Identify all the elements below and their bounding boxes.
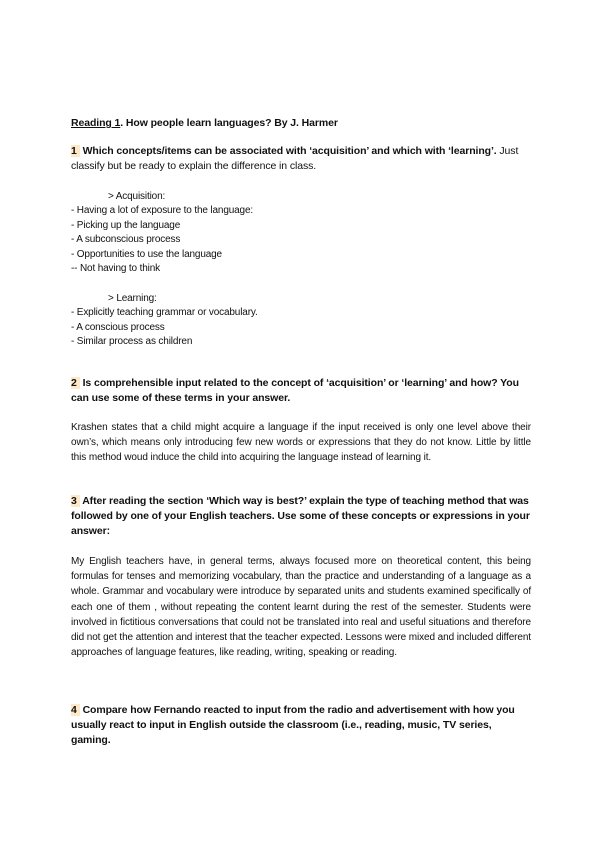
question-3 (71, 494, 531, 539)
question-instruction: Just classify but be ready to explain the difference in class. (71, 145, 519, 172)
question-number: 1 (71, 145, 80, 157)
learning-item: - A conscious process (71, 322, 165, 333)
acquisition-heading: > Acquisition: (108, 191, 166, 202)
question-text: Which concepts/items can be associated with ‘acquisition’ and which with ‘learning’. (82, 145, 497, 157)
title-text: . How people learn languages? By J. Harmer (120, 117, 338, 129)
acquisition-item: - Picking up the language (71, 220, 181, 231)
acquisition-item: - Having a lot of exposure to the language: (71, 205, 254, 216)
question-number: 2 (71, 377, 80, 389)
acquisition-item: -- Not having to think (71, 263, 160, 274)
document-title (71, 117, 338, 129)
title-reading-label: Reading 1 (71, 117, 121, 129)
learning-item: - Similar process as children (71, 336, 193, 347)
question-text: After reading the section ‘Which way is best?’ explain the type of teaching method that was followed by one of your English teachers. Use some of these concepts or expressions in your answer: (71, 495, 530, 537)
question-number: 3 (71, 495, 80, 507)
acquisition-item: - Opportunities to use the language (71, 249, 222, 260)
question-number: 4 (71, 704, 80, 716)
question-text: Is comprehensible input related to the concept of ‘acquisition’ or ‘learning’ and how? You can use some of these terms in your answer. (71, 377, 519, 404)
answer-2: Krashen states that a child might acquire a language if the input received is only one level above their own’s, which means only introducing few new words or expressions that they do not know. Little by little this method woud induce the child into acquiring the language instead of learning it. (71, 422, 531, 464)
question-1 (71, 144, 531, 174)
question-2 (71, 376, 531, 406)
question-text: Compare how Fernando reacted to input from the radio and advertisement with how you usually react to input in English outside the classroom (i.e., reading, music, TV series, gaming. (71, 704, 515, 746)
learning-item: - Explicitly teaching grammar or vocabulary. (71, 307, 258, 318)
answer-3: My English teachers have, in general terms, always focused more on theoretical content, this being formulas for tenses and memorizing vocabulary, than the practice and understanding of a language as a whole. Grammar and vocabulary were introduce by separated units and students examined specifically of each one of them , without repeating the content learnt during the rest of the semester. Students were involved in fictitious conversations that could not be translated into real and useful situations and therefore did not get the attention and interest that the teacher expected. Lessons were mixed and included different approaches of language features, like reading, writing, speaking or reading. (71, 556, 531, 659)
acquisition-item: - A subconscious process (71, 234, 181, 245)
question-4 (71, 703, 531, 748)
learning-heading: > Learning: (108, 293, 157, 304)
